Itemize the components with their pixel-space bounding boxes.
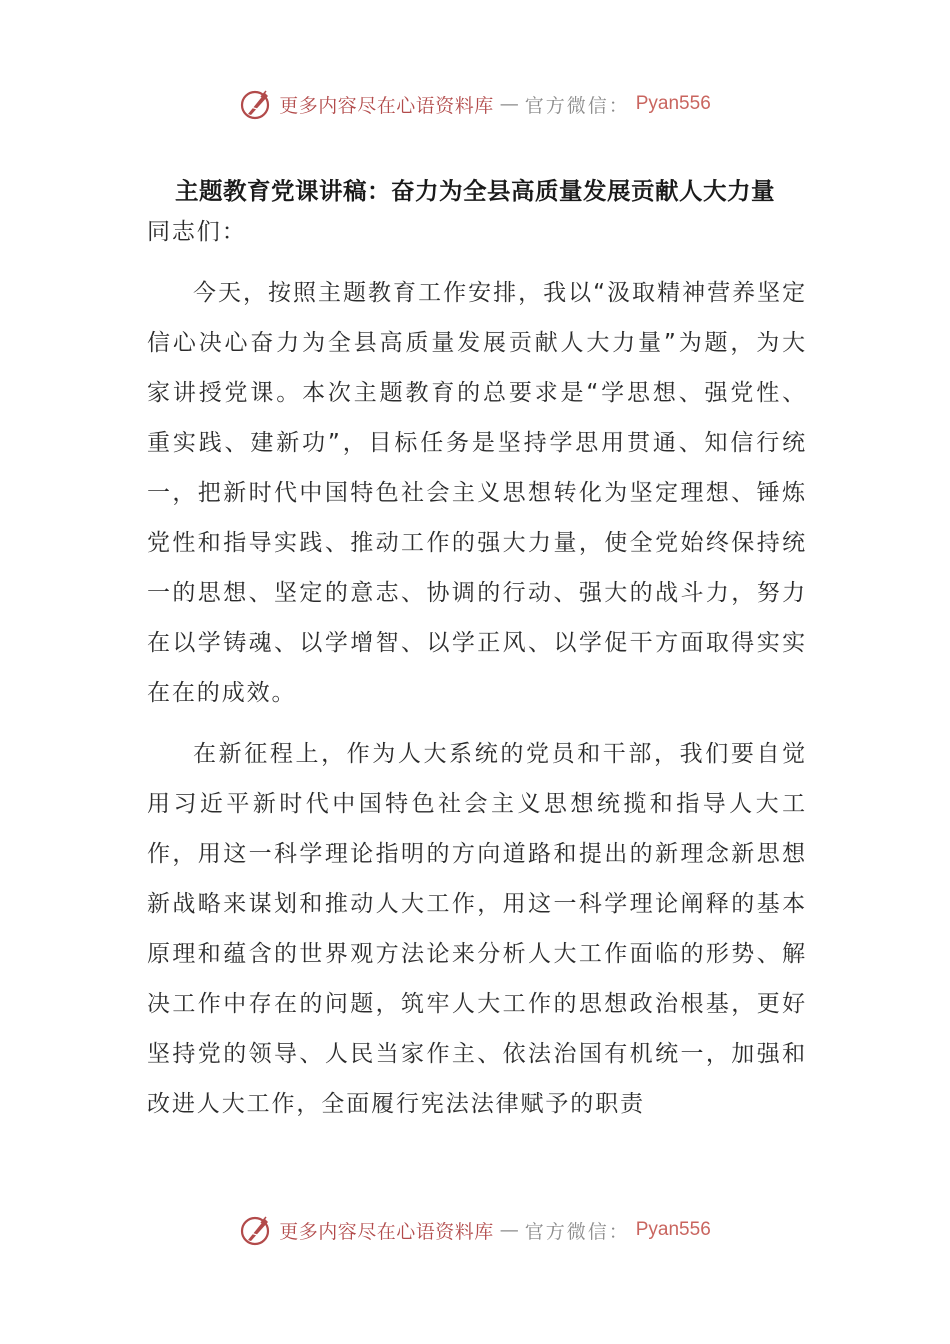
wechat-label: 官方微信： [524,1220,630,1243]
paragraph-2: 在新征程上，作为人大系统的党员和干部，我们要自觉用习近平新时代中国特色社会主义思想统揽和指导人大工作，用这一科学理论指明的方向道路和提出的新理念新思想新战略来谋划和推动人大工作，用这一科学理论阐释的基本原理和蕴含的世界观方法论来分析人大工作面临的形势、解决工作中存在的问题，筑牢人大工作的思想政治根基，更好坚持党的领导、人民当家作主、依法治国有机统一，加强和改进人大工作，全面履行宪法法律赋予的职责 [147,741,807,1117]
wechat-label: 官方微信： [524,94,630,117]
feather-pen-circle-icon [239,1213,273,1247]
salutation: 同志们： [147,219,247,245]
promo-text: 更多内容尽在心语资料库 [279,1220,494,1243]
promo-dash: — [499,93,519,115]
header-banner [0,84,950,124]
wechat-id: Pyan556 [635,93,711,114]
promo-dash: — [499,1219,519,1241]
promo-text: 更多内容尽在心语资料库 [279,94,494,117]
paragraph-1: 今天，按照主题教育工作安排，我以“汲取精神营养坚定信心决心奋力为全县高质量发展贡献人大力量”为题，为大家讲授党课。本次主题教育的总要求是“学思想、强党性、重实践、建新功”，目标任务是坚持学思用贯通、知信行统一，把新时代中国特色社会主义思想转化为坚定理想、锤炼党性和指导实践、推动工作的强大力量，使全党始终保持统一的思想、坚定的意志、协调的行动、强大的战斗力，努力在以学铸魂、以学增智、以学正风、以学促干方面取得实实在在的成效。 [147,280,807,706]
footer-banner [0,1210,950,1250]
wechat-id: Pyan556 [635,1219,711,1240]
document-title: 主题教育党课讲稿：奋力为全县高质量发展贡献人大力量 [175,177,775,205]
document-body [147,207,807,1140]
feather-pen-circle-icon [239,87,273,121]
